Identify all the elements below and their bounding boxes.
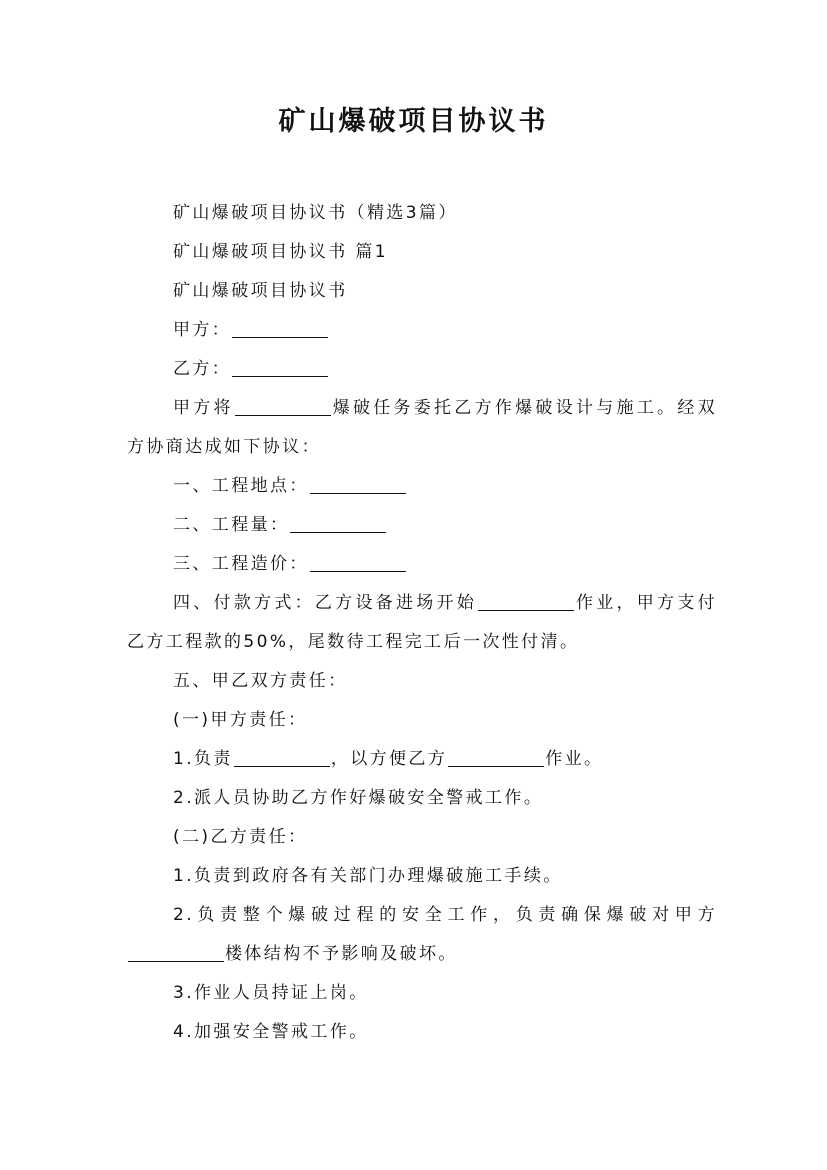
fill-in-blank (478, 592, 574, 611)
fill-in-blank (448, 748, 544, 767)
paragraph-p9 (127, 545, 717, 584)
paragraph-text: 矿山爆破项目协议书 篇1 (173, 242, 389, 262)
paragraph-p7 (127, 467, 717, 506)
paragraph-p2 (127, 233, 717, 272)
paragraph-text: 四、付款方式：乙方设备进场开始 (173, 593, 478, 613)
paragraph-text: 矿山爆破项目协议书 (173, 281, 348, 301)
paragraph-p17 (127, 896, 717, 974)
paragraph-p12 (127, 701, 717, 740)
paragraph-text: (一)甲方责任： (173, 710, 308, 730)
paragraph-text: 乙方： (173, 359, 232, 379)
fill-in-blank (232, 358, 328, 377)
paragraph-text: 五、甲乙双方责任： (173, 671, 348, 691)
paragraph-p15 (127, 818, 717, 857)
fill-in-blank (234, 748, 330, 767)
paragraph-p14 (127, 779, 717, 818)
fill-in-blank (232, 319, 328, 338)
paragraph-text: 三、工程造价： (173, 554, 309, 574)
fill-in-blank (235, 397, 331, 416)
paragraph-text: 作业。 (545, 749, 604, 769)
document-title: 矿山爆破项目协议书 (278, 106, 549, 137)
paragraph-p5 (127, 350, 717, 389)
paragraph-text: 矿山爆破项目协议书（精选3篇） (173, 203, 458, 223)
document-body (127, 194, 717, 1052)
paragraph-text: 1.负责 (173, 749, 233, 769)
paragraph-text: (二)乙方责任： (173, 827, 308, 847)
paragraph-text: ，以方便乙方 (330, 749, 448, 769)
paragraph-text: 爆破任务委托乙方作爆破设计与施工。经双方协商达成如下协议： (127, 398, 717, 457)
paragraph-p8 (127, 506, 717, 545)
fill-in-blank (290, 514, 386, 533)
paragraph-p6 (127, 389, 717, 467)
paragraph-p3 (127, 272, 717, 311)
paragraph-text: 作业，甲方支付乙方工程款的50%，尾数待工程完工后一次性付清。 (127, 593, 717, 652)
paragraph-text: 楼体结构不予影响及破坏。 (225, 944, 458, 964)
paragraph-text: 2.派人员协助乙方作好爆破安全警戒工作。 (173, 788, 544, 808)
fill-in-blank (128, 943, 224, 962)
paragraph-p19 (127, 1013, 717, 1052)
paragraph-text: 2.负责整个爆破过程的安全工作，负责确保爆破对甲方 (173, 905, 717, 925)
paragraph-p1 (127, 194, 717, 233)
paragraph-p13 (127, 740, 717, 779)
paragraph-text: 1.负责到政府各有关部门办理爆破施工手续。 (173, 866, 563, 886)
fill-in-blank (310, 475, 406, 494)
paragraph-text: 二、工程量： (173, 515, 290, 535)
paragraph-text: 一、工程地点： (173, 476, 309, 496)
paragraph-text: 4.加强安全警戒工作。 (173, 1022, 369, 1042)
paragraph-p4 (127, 311, 717, 350)
paragraph-p18 (127, 974, 717, 1013)
paragraph-text: 3.作业人员持证上岗。 (173, 983, 369, 1003)
fill-in-blank (310, 553, 406, 572)
paragraph-text: 甲方将 (173, 398, 234, 418)
paragraph-text: 甲方： (173, 320, 232, 340)
paragraph-p11 (127, 662, 717, 701)
paragraph-p10 (127, 584, 717, 662)
paragraph-p16 (127, 857, 717, 896)
